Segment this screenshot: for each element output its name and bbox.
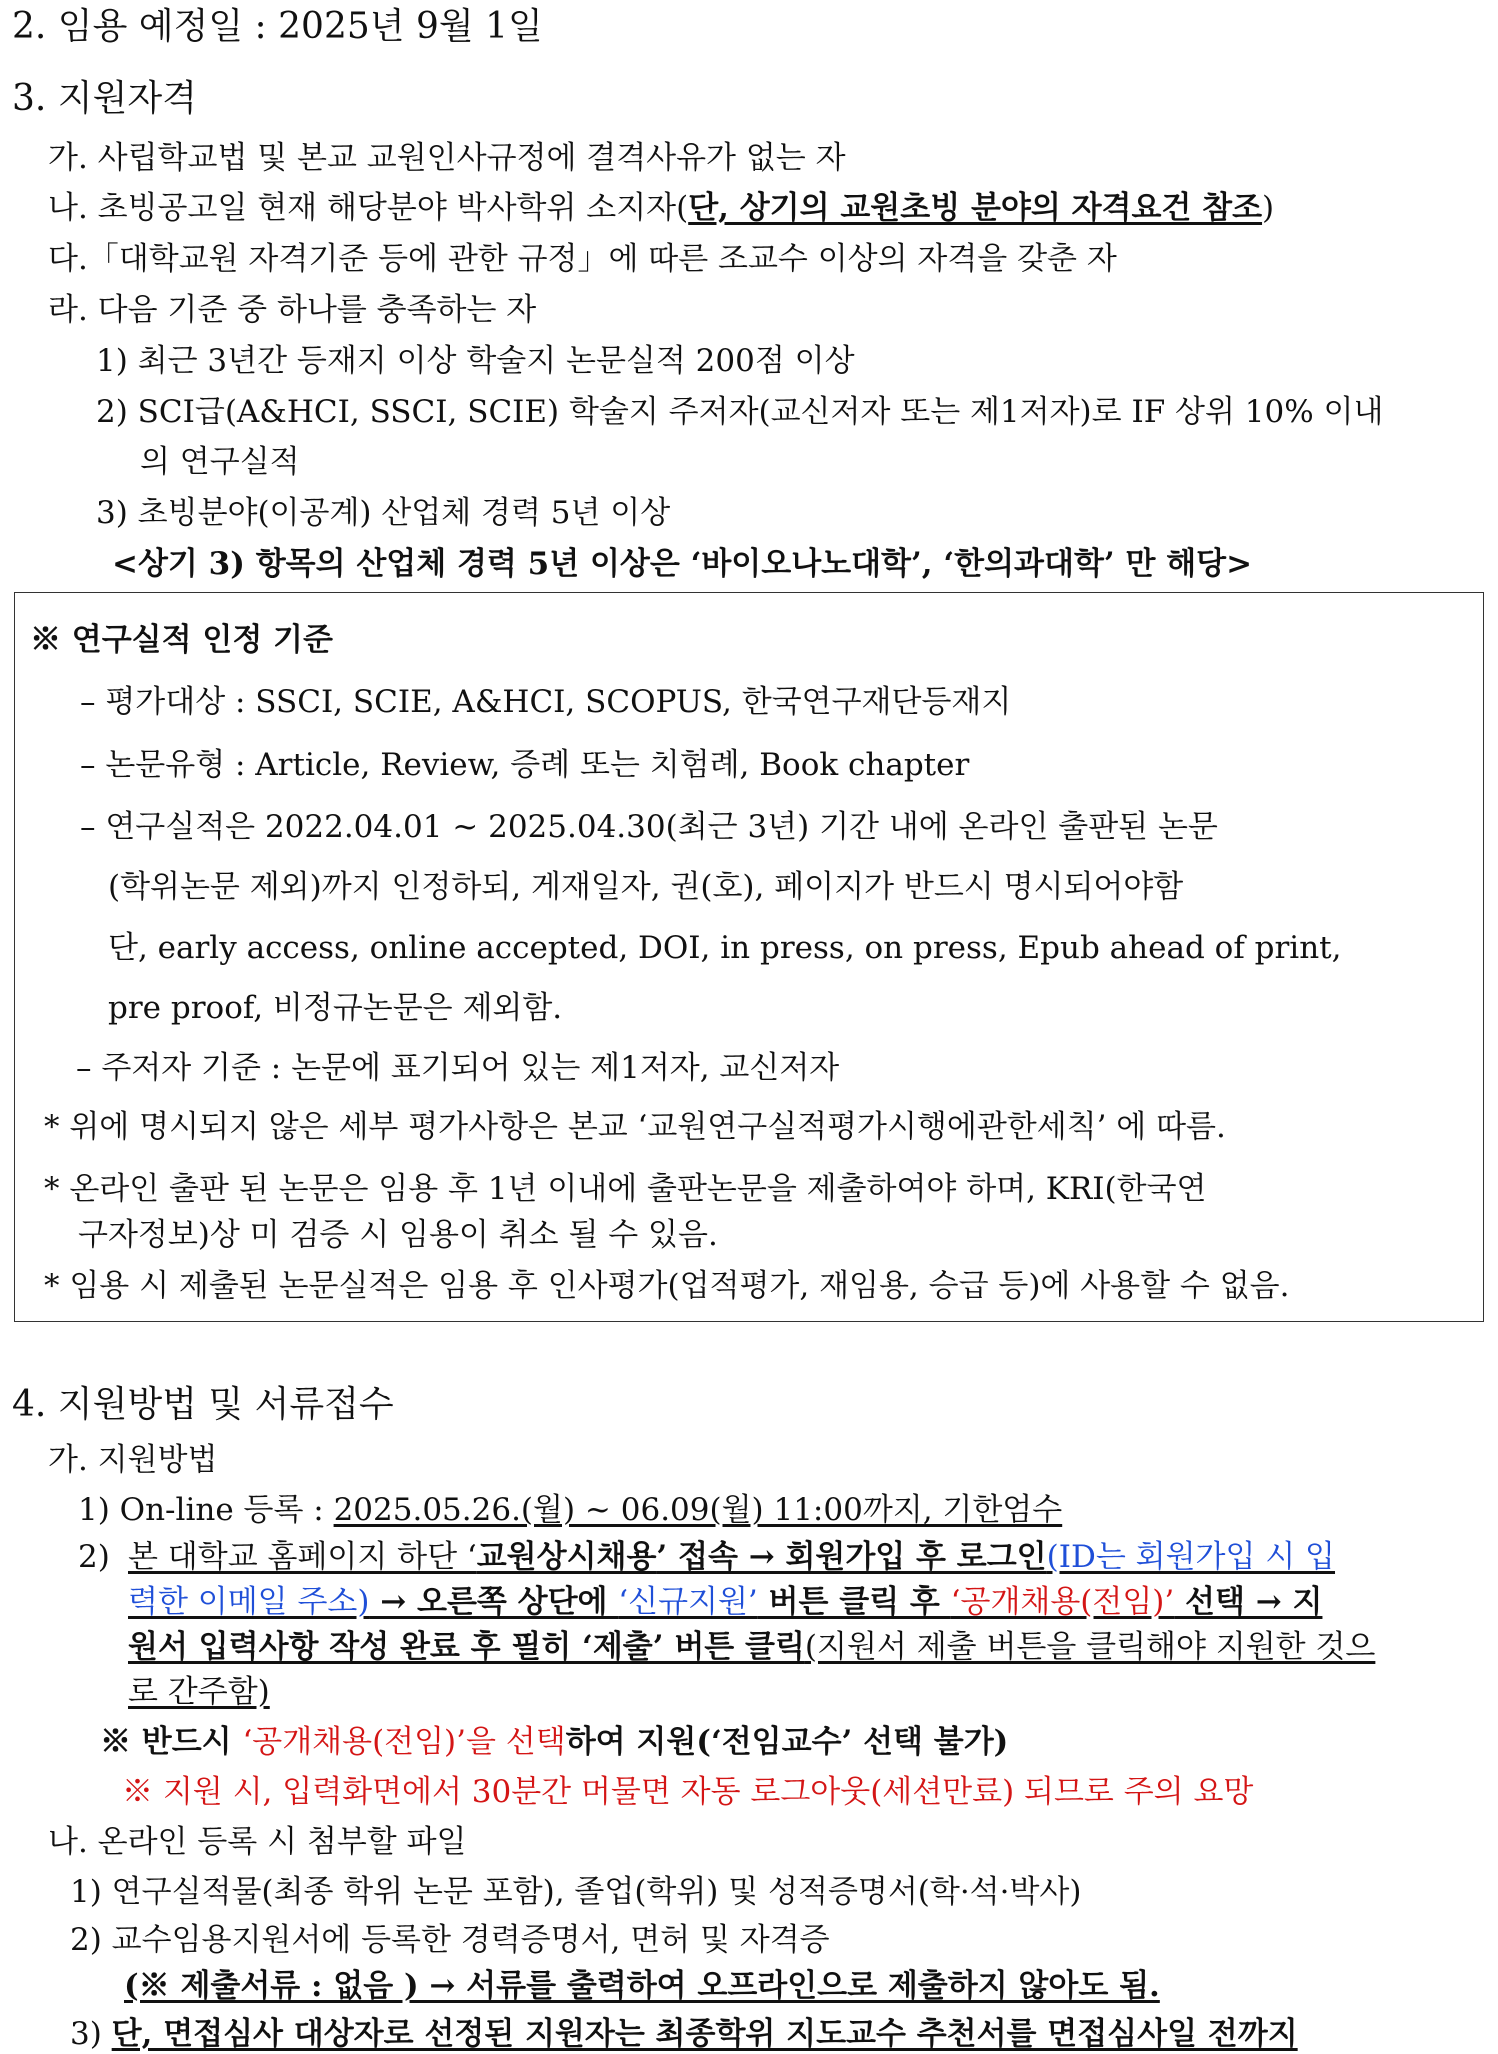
step-2-line-3: 원서 입력사항 작성 완료 후 필히 ‘제출’ 버튼 클릭(지원서 제출 버튼을 클릭해야 지원한 것으 — [128, 1629, 1376, 1665]
criteria-main-author: – 주저자 기준 : 논문에 표기되어 있는 제1저자, 교신저자 — [76, 1050, 840, 1086]
section-4-title: 4. 지원방법 및 서류접수 — [12, 1384, 394, 1425]
research-criteria-title: ※ 연구실적 인정 기준 — [30, 622, 333, 658]
step-2-line-4: 로 간주함) — [128, 1674, 270, 1710]
attachment-3: 3) 단, 면접심사 대상자로 선정된 지원자는 최종학위 지도교수 추천서를 면접심사일 전까지 — [70, 2016, 1298, 2052]
attachment-1: 1) 연구실적물(최종 학위 논문 포함), 졸업(학위) 및 성적증명서(학·석·박사) — [70, 1874, 1082, 1910]
section-2-title: 2. 임용 예정일 : 2025년 9월 1일 — [12, 6, 543, 47]
session-timeout-warning: ※ 지원 시, 입력화면에서 30분간 머물면 자동 로그아웃(세션만료) 되므로 주의 요망 — [122, 1774, 1254, 1810]
criteria-note-3: * 임용 시 제출된 논문실적은 임용 후 인사평가(업적평가, 재임용, 승급 등)에 사용할 수 없음. — [44, 1268, 1290, 1304]
criteria-exclusions-cont: pre proof, 비정규논문은 제외함. — [108, 990, 563, 1026]
step-2-number: 2) — [78, 1539, 110, 1575]
criteria-period: – 연구실적은 2022.04.01 ~ 2025.04.30(최근 3년) 기간 내에 온라인 출판된 논문 — [80, 809, 1218, 845]
qualification-na-emphasis: 단, 상기의 교원초빙 분야의 자격요건 참조 — [688, 190, 1263, 226]
must-select-note: ※ 반드시 ‘공개채용(전임)’을 선택하여 지원(‘전임교수’ 선택 불가) — [100, 1724, 1009, 1760]
registration-period: 2025.05.26.(월) ~ 06.09(월) 11:00까지, 기한엄수 — [333, 1492, 1063, 1528]
section-3-title: 3. 지원자격 — [12, 78, 197, 119]
qualification-ra: 라. 다음 기준 중 하나를 충족하는 자 — [48, 292, 537, 328]
step-2-line-1: 본 대학교 홈페이지 하단 ‘교원상시채용’ 접속 → 회원가입 후 로그인(ID는 회원가입 시 입 — [128, 1539, 1336, 1575]
qualification-na: 나. 초빙공고일 현재 해당분야 박사학위 소지자(단, 상기의 교원초빙 분야의 자격요건 참조) — [48, 190, 1275, 226]
qualification-da: 다.「대학교원 자격기준 등에 관한 규정」에 따른 조교수 이상의 자격을 갖춘 자 — [48, 241, 1117, 277]
qualification-ga: 가. 사립학교법 및 본교 교원인사규정에 결격사유가 없는 자 — [48, 140, 846, 176]
criteria-note-2-cont: 구자정보)상 미 검증 시 임용이 취소 될 수 있음. — [78, 1217, 718, 1253]
criteria-note-2: * 온라인 출판 된 논문은 임용 후 1년 이내에 출판논문을 제출하여야 하며, KRI(한국연 — [44, 1171, 1207, 1207]
criteria-period-cont: (학위논문 제외)까지 인정하되, 게재일자, 권(호), 페이지가 반드시 명시되어야함 — [108, 869, 1184, 905]
criterion-3: 3) 초빙분야(이공계) 산업체 경력 5년 이상 — [96, 495, 671, 531]
criteria-exclusions: 단, early access, online accepted, DOI, in press, on press, Epub ahead of print, — [108, 930, 1342, 966]
criteria-evaluation-target: – 평가대상 : SSCI, SCIE, A&HCI, SCOPUS, 한국연구재단등재지 — [80, 684, 1012, 720]
method-ga: 가. 지원방법 — [48, 1442, 218, 1478]
online-registration: 1) On-line 등록 : 2025.05.26.(월) ~ 06.09(월) 11:00까지, 기한엄수 — [78, 1492, 1063, 1528]
new-apply-label: ‘신규지원’ — [618, 1584, 758, 1620]
criterion-2: 2) SCI급(A&HCI, SSCI, SCIE) 학술지 주저자(교신저자 또는 제1저자)로 IF 상위 10% 이내 — [96, 394, 1384, 430]
id-hint: (ID는 회원가입 시 입 — [1046, 1539, 1336, 1575]
attachments-na: 나. 온라인 등록 시 첨부할 파일 — [48, 1824, 467, 1860]
criteria-note-1: * 위에 명시되지 않은 세부 평가사항은 본교 ‘교원연구실적평가시행에관한세칙’ 에 따름. — [44, 1109, 1226, 1145]
criterion-2-cont: 의 연구실적 — [140, 444, 300, 480]
attachment-2: 2) 교수임용지원서에 등록한 경력증명서, 면허 및 자격증 — [70, 1922, 830, 1958]
open-recruit-label: ‘공개채용(전임)’ — [950, 1584, 1175, 1620]
criteria-paper-type: – 논문유형 : Article, Review, 증례 또는 치험례, Book chapter — [80, 747, 970, 783]
criterion-1: 1) 최근 3년간 등재지 이상 학술지 논문실적 200점 이상 — [96, 343, 855, 379]
attachment-2-note: (※ 제출서류 : 없음 ) → 서류를 출력하여 오프라인으로 제출하지 않아도 됨. — [124, 1968, 1160, 2004]
criterion-note: <상기 3) 항목의 산업체 경력 5년 이상은 ‘바이오나노대학’, ‘한의과대학’ 만 해당> — [112, 546, 1253, 582]
step-2-line-2: 력한 이메일 주소) → 오른쪽 상단에 ‘신규지원’ 버튼 클릭 후 ‘공개채용(전임)’ 선택 → 지 — [128, 1584, 1323, 1620]
